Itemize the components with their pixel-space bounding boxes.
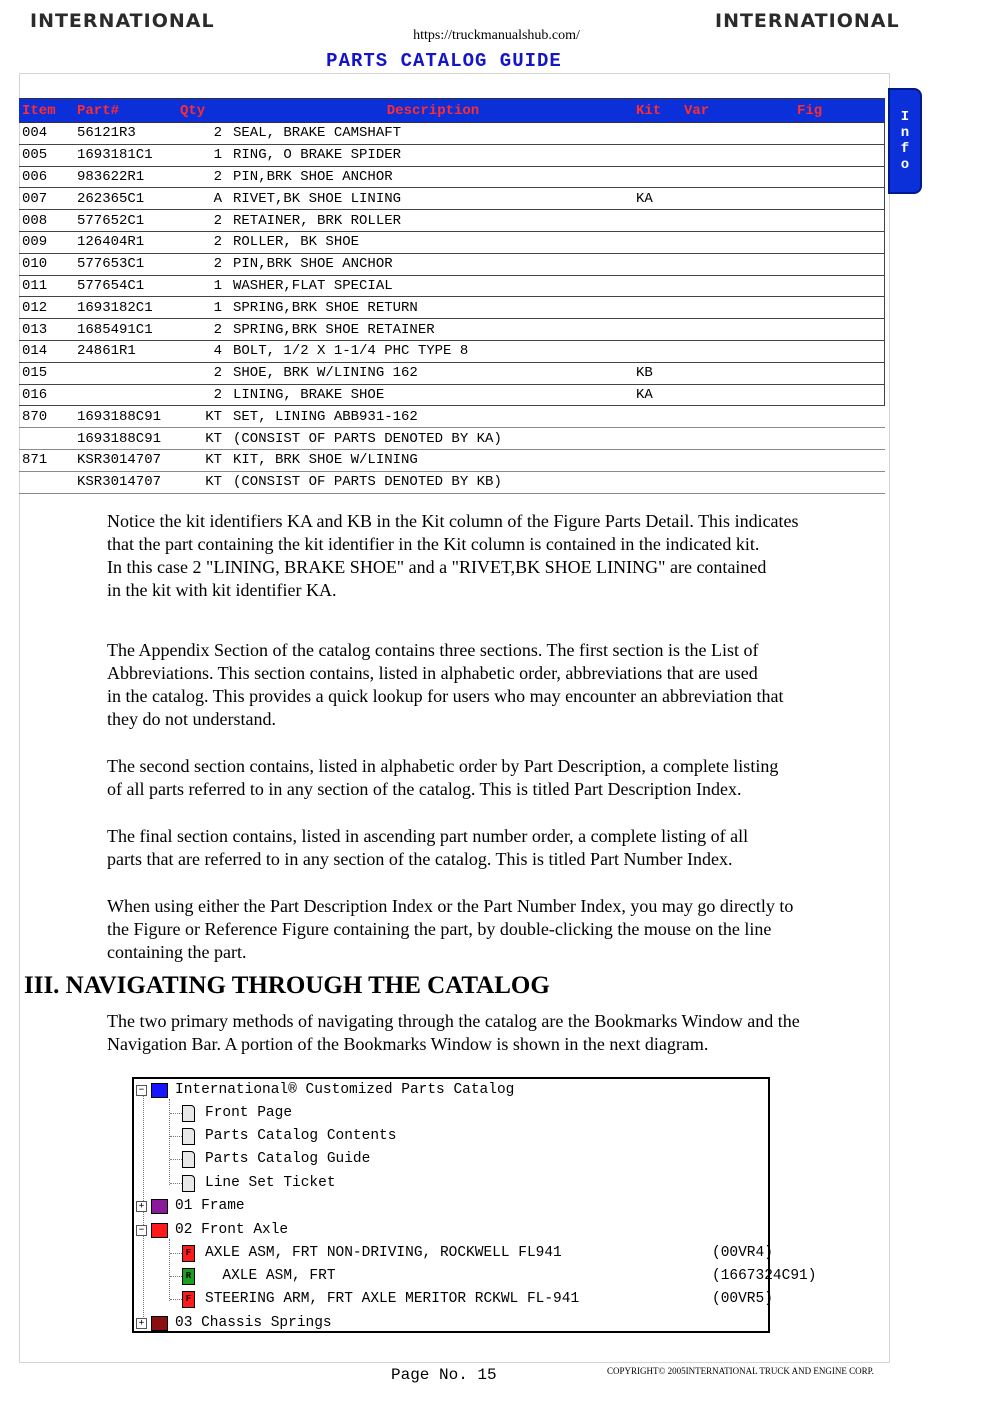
cell-qty: KT [177,449,230,471]
cell-item: 012 [19,297,74,319]
cell-qty: KT [177,471,230,493]
kit-notice-paragraph: Notice the kit identifiers KA and KB in the Kit column of the Figure Parts Detail. This indicates that the part containing the kit identifier in the Kit column is contained in the indicated kit. In this case 2 "LINING, BRAKE SHOE" and a "RIVET,BK SHOE LINING" are contained in the kit with kit identifier KA. [107,511,799,600]
table-header [19,99,885,123]
info-letter: I [900,109,910,125]
col-var: Var [681,99,794,123]
bookmark-label: STEERING ARM, FRT AXLE MERITOR RCKWL FL-941 [205,1291,580,1307]
cell-part: 1693188C91 [74,406,177,428]
cell-kit [633,297,681,319]
cell-part: 577654C1 [74,275,177,297]
cell-var [681,231,794,253]
international-logo-left: INTERNATIONAL [30,10,215,32]
cell-kit [633,428,681,450]
appendix-paragraph: The Appendix Section of the catalog contains three sections. The first section is the List of Abbreviations. This section contains, listed in alphabetic order, abbreviations that are used in the catalog. This provides a quick lookup for users who may encounter an abbreviation that they do not understand. [107,640,784,729]
international-logo-right: INTERNATIONAL [715,10,900,32]
cell-item: 015 [19,362,74,384]
cell-qty: 1 [177,297,230,319]
bookmark-axle-item[interactable] [182,1242,773,1264]
cell-kit [633,123,681,145]
page-icon [182,1175,195,1192]
figure-parts-table [19,98,885,494]
bookmark-frame[interactable] [136,1195,245,1217]
source-url[interactable]: https://truckmanualshub.com/ [413,28,580,43]
cell-item: 005 [19,144,74,166]
cell-description: SHOE, BRK W/LINING 162 [230,362,633,384]
index-usage-paragraph: When using either the Part Description Index or the Part Number Index, you may go directly to the Figure or Reference Figure containing the part, by double-clicking the mouse on the line containing the part. [107,896,794,962]
bookmark-label: AXLE ASM, FRT NON-DRIVING, ROCKWELL FL941 [205,1245,562,1261]
table-row[interactable] [19,275,885,297]
cell-qty: KT [177,406,230,428]
bookmark-label: 02 Front Axle [175,1222,289,1238]
bookmark-reference: (00VR5) [712,1291,773,1307]
bookmark-front-axle[interactable] [136,1219,288,1241]
cell-part: 1693182C1 [74,297,177,319]
cell-fig [794,166,885,188]
cell-qty: 2 [177,253,230,275]
cell-var [681,188,794,210]
info-letter: o [900,157,910,173]
cell-item [19,428,74,450]
cell-item: 010 [19,253,74,275]
cell-fig [794,449,885,471]
cell-fig [794,362,885,384]
cell-var [681,384,794,406]
bookmarks-window [132,1077,817,1333]
bookmark-label: Front Page [205,1105,293,1121]
bookmark-label: International® Customized Parts Catalog [175,1082,515,1098]
col-qty: Qty [177,99,230,123]
cell-item: 009 [19,231,74,253]
table-row[interactable] [19,362,885,384]
section-heading: III. NAVIGATING THROUGH THE CATALOG [24,972,550,999]
cell-qty: 2 [177,362,230,384]
expand-icon[interactable]: + [136,1318,147,1329]
figure-badge-icon: F [182,1291,195,1308]
cell-var [681,144,794,166]
info-tab-button[interactable] [888,88,922,194]
book-icon [151,1316,168,1331]
second-section-paragraph: The second section contains, listed in alphabetic order by Part Description, a complete listing of all parts referred to in any section of the catalog. This is titled Part Description Index. [107,756,779,799]
cell-var [681,362,794,384]
cell-part: 56121R3 [74,123,177,145]
reference-badge-icon: R [182,1268,195,1285]
cell-fig [794,231,885,253]
table-row[interactable] [19,297,885,319]
book-icon [151,1083,168,1098]
cell-description: SEAL, BRAKE CAMSHAFT [230,123,633,145]
cell-qty: 2 [177,384,230,406]
cell-part: 24861R1 [74,340,177,362]
bookmark-parts-catalog-contents[interactable] [182,1125,396,1147]
figure-badge-icon: F [182,1245,195,1262]
cell-fig [794,275,885,297]
cell-description: RETAINER, BRK ROLLER [230,210,633,232]
cell-var [681,166,794,188]
cell-fig [794,188,885,210]
cell-item: 004 [19,123,74,145]
cell-part [74,384,177,406]
cell-qty: 2 [177,166,230,188]
cell-fig [794,384,885,406]
cell-kit [633,340,681,362]
cell-item: 014 [19,340,74,362]
cell-qty: 1 [177,275,230,297]
cell-kit [633,406,681,428]
cell-var [681,123,794,145]
cell-item: 871 [19,449,74,471]
cell-fig [794,340,885,362]
cell-qty: 2 [177,231,230,253]
cell-fig [794,406,885,428]
cell-kit [633,210,681,232]
table-row[interactable] [19,384,885,406]
cell-kit [633,471,681,493]
collapse-icon[interactable]: − [136,1085,147,1096]
col-description: Description [230,99,633,123]
bookmark-label: 03 Chassis Springs [175,1315,332,1331]
cell-kit [633,319,681,341]
table-row[interactable] [19,428,885,450]
expand-icon[interactable]: + [136,1201,147,1212]
cell-part: 1685491C1 [74,319,177,341]
table-row[interactable] [19,210,885,232]
cell-description: BOLT, 1/2 X 1-1/4 PHC TYPE 8 [230,340,633,362]
cell-fig [794,471,885,493]
cell-var [681,297,794,319]
cell-description: LINING, BRAKE SHOE [230,384,633,406]
cell-part: 1693188C91 [74,428,177,450]
cell-fig [794,210,885,232]
cell-qty: A [177,188,230,210]
cell-qty: 2 [177,319,230,341]
cell-description: SET, LINING ABB931-162 [230,406,633,428]
table-row[interactable] [19,319,885,341]
cell-kit [633,144,681,166]
col-fig: Fig [794,99,885,123]
cell-description: PIN,BRK SHOE ANCHOR [230,166,633,188]
cell-part: 1693181C1 [74,144,177,166]
table-row[interactable] [19,231,885,253]
cell-fig [794,297,885,319]
table-row[interactable] [19,406,885,428]
book-icon [151,1223,168,1238]
cell-description: RING, O BRAKE SPIDER [230,144,633,166]
cell-part [74,362,177,384]
cell-qty: 2 [177,210,230,232]
cell-kit: KA [633,188,681,210]
cell-kit [633,449,681,471]
table-row[interactable] [19,144,885,166]
cell-description: SPRING,BRK SHOE RETURN [230,297,633,319]
col-part: Part# [74,99,177,123]
cell-item: 013 [19,319,74,341]
table-row[interactable] [19,166,885,188]
cell-fig [794,144,885,166]
cell-var [681,406,794,428]
cell-var [681,449,794,471]
cell-var [681,319,794,341]
cell-description: SPRING,BRK SHOE RETAINER [230,319,633,341]
cell-part: KSR3014707 [74,449,177,471]
cell-description: RIVET,BK SHOE LINING [230,188,633,210]
bookmark-chassis-springs[interactable] [136,1312,332,1334]
page-icon [182,1151,195,1168]
cell-kit [633,253,681,275]
cell-var [681,253,794,275]
cell-fig [794,428,885,450]
cell-qty: 1 [177,144,230,166]
col-kit: Kit [633,99,681,123]
bookmark-label: AXLE ASM, FRT [205,1268,336,1284]
page-icon [182,1105,195,1122]
cell-item: 016 [19,384,74,406]
bookmark-label: Parts Catalog Contents [205,1128,397,1144]
cell-item: 006 [19,166,74,188]
cell-part: KSR3014707 [74,471,177,493]
cell-var [681,210,794,232]
cell-var [681,471,794,493]
cell-description: (CONSIST OF PARTS DENOTED BY KA) [230,428,633,450]
final-section-paragraph: The final section contains, listed in ascending part number order, a complete listing of all parts that are referred to in any section of the catalog. This is titled Part Number Index. [107,826,749,869]
bookmark-axle-item[interactable] [182,1265,817,1287]
copyright-notice: COPYRIGHT© 2005INTERNATIONAL TRUCK AND ENGINE CORP. [607,1366,874,1376]
cell-item: 011 [19,275,74,297]
cell-description: WASHER,FLAT SPECIAL [230,275,633,297]
cell-part: 577652C1 [74,210,177,232]
table-row[interactable] [19,340,885,362]
page-title: PARTS CATALOG GUIDE [326,50,562,72]
cell-fig [794,123,885,145]
cell-description: PIN,BRK SHOE ANCHOR [230,253,633,275]
cell-fig [794,253,885,275]
cell-part: 983622R1 [74,166,177,188]
bookmark-parts-catalog-guide[interactable] [182,1148,370,1170]
bookmark-front-page[interactable] [182,1102,292,1124]
table-row[interactable] [19,188,885,210]
cell-qty: 2 [177,123,230,145]
table-row[interactable] [19,449,885,471]
book-icon [151,1199,168,1214]
cell-var [681,275,794,297]
cell-item: 008 [19,210,74,232]
bookmark-label: 01 Frame [175,1198,245,1214]
info-letter: f [900,141,910,157]
cell-var [681,428,794,450]
page-number: Page No. 15 [391,1366,497,1384]
cell-part: 577653C1 [74,253,177,275]
cell-item [19,471,74,493]
cell-description: (CONSIST OF PARTS DENOTED BY KB) [230,471,633,493]
cell-kit [633,231,681,253]
cell-kit: KB [633,362,681,384]
cell-qty: KT [177,428,230,450]
cell-part: 262365C1 [74,188,177,210]
bookmark-reference: (00VR4) [712,1245,773,1261]
cell-kit [633,166,681,188]
collapse-icon[interactable]: − [136,1225,147,1236]
cell-kit [633,275,681,297]
bookmark-reference: (1667324C91) [712,1268,817,1284]
cell-fig [794,319,885,341]
cell-description: ROLLER, BK SHOE [230,231,633,253]
page-icon [182,1128,195,1145]
bookmark-line-set-ticket[interactable] [182,1172,336,1194]
bookmark-axle-item[interactable] [182,1288,773,1310]
cell-var [681,340,794,362]
cell-qty: 4 [177,340,230,362]
cell-part: 126404R1 [74,231,177,253]
bookmark-label: Line Set Ticket [205,1175,336,1191]
col-item: Item [19,99,74,123]
cell-item: 007 [19,188,74,210]
navigation-intro-paragraph: The two primary methods of navigating through the catalog are the Bookmarks Window and the Navigation Bar. A portion of the Bookmarks Window is shown in the next diagram. [107,1011,800,1054]
cell-kit: KA [633,384,681,406]
table-row[interactable] [19,123,885,145]
bookmark-root[interactable] [136,1079,514,1101]
bookmark-label: Parts Catalog Guide [205,1151,371,1167]
cell-item: 870 [19,406,74,428]
table-row[interactable] [19,253,885,275]
cell-description: KIT, BRK SHOE W/LINING [230,449,633,471]
info-letter: n [900,125,910,141]
table-row[interactable] [19,471,885,493]
